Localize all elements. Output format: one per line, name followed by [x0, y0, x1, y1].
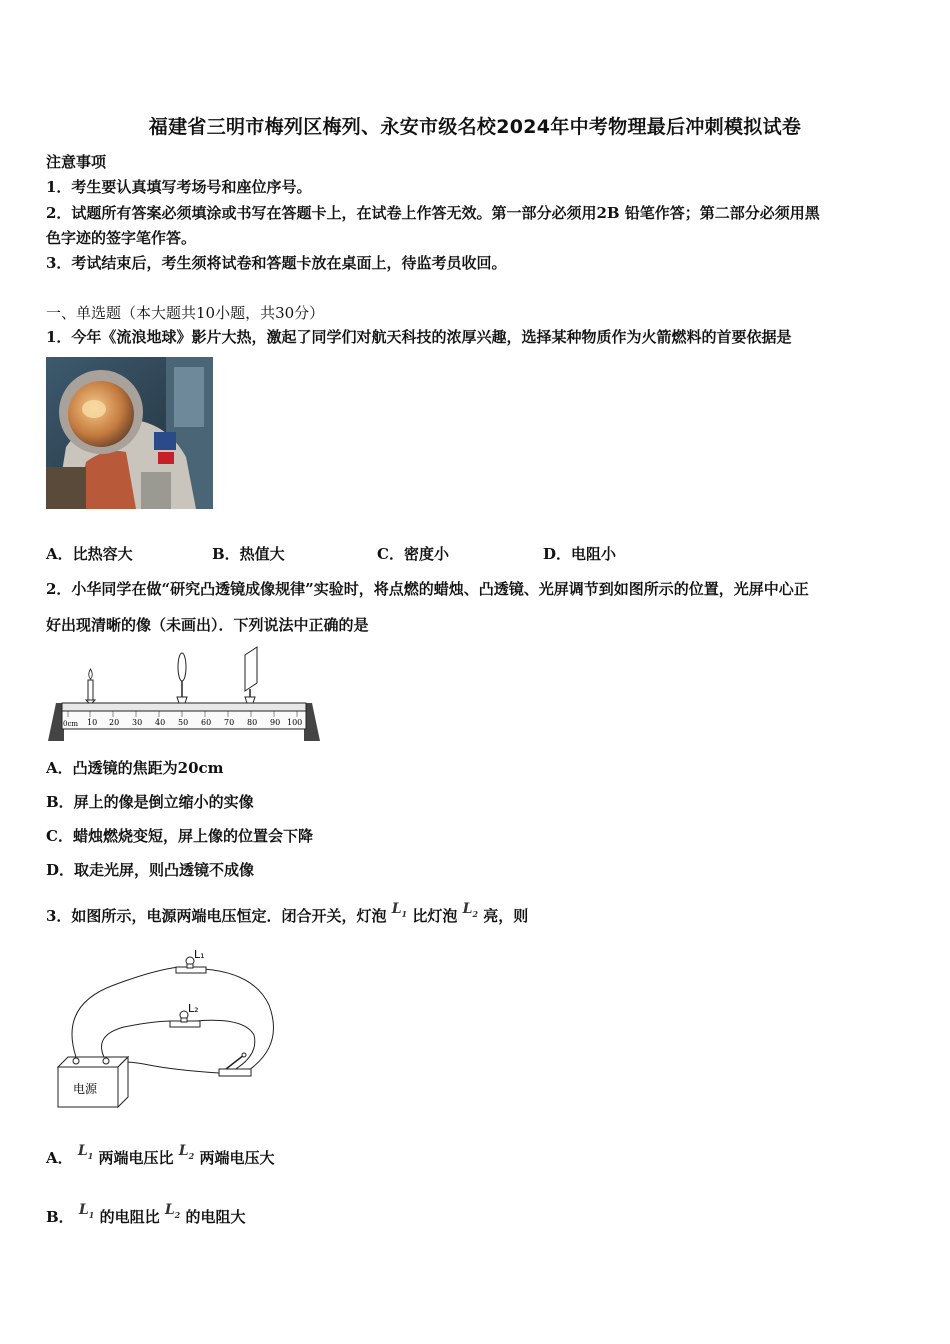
q1-option-a: A．比热容大 — [46, 545, 133, 563]
q2-stem-line1: 2．小华同学在做“研究凸透镜成像规律”实验时，将点燃的蜡烛、凸透镜、光屏调节到如图所示的位置，光屏中心正 — [46, 580, 809, 598]
q3-option-a: A． $L_1$ 两端电压比 $L_2$ 两端电压大 — [46, 1143, 275, 1167]
section-heading: 一、单选题（本大题共10小题，共30分） — [46, 304, 325, 322]
ruler-label-100: 100 — [287, 718, 303, 727]
optical-bench-figure — [46, 645, 322, 745]
ruler-label-20: 20 — [109, 718, 120, 727]
page-title: 福建省三明市梅列区梅列、永安市级名校2024年中考物理最后冲刺模拟试卷 — [148, 116, 802, 138]
q2-option-b: B．屏上的像是倒立缩小的实像 — [46, 793, 254, 811]
q3-stem-part-a: 3．如图所示，电源两端电压恒定．闭合开关，灯泡 — [46, 907, 387, 925]
q1-option-d: D．电阻小 — [543, 545, 617, 563]
q1-option-b: B．热值大 — [212, 545, 285, 563]
q2-option-c: C．蜡烛燃烧变短，屏上像的位置会下降 — [46, 827, 313, 845]
ruler-label-60: 60 — [201, 718, 212, 727]
q1-option-c: C．密度小 — [377, 545, 449, 563]
q3-stem — [46, 901, 529, 933]
screen-icon — [245, 647, 257, 703]
notice-item-3: 3．考试结束后，考生须将试卷和答题卡放在桌面上，待监考员收回。 — [46, 254, 507, 272]
ruler-label-70: 70 — [224, 718, 235, 727]
label-l1: L₁ — [194, 948, 205, 961]
lens-icon — [177, 653, 187, 703]
ruler-label-50: 50 — [178, 718, 189, 727]
candle-icon — [86, 669, 95, 703]
notice-item-1: 1．考生要认真填写考场号和座位序号。 — [46, 178, 312, 196]
q3-optA-l1: $L_1$ — [77, 1143, 94, 1161]
notice-heading: 注意事项 — [46, 153, 107, 171]
notice-item-2: 2．试题所有答案必须填涂或书写在答题卡上，在试卷上作答无效。第一部分必须用2B 铅笔作答；第二部分必须用黑 — [46, 204, 820, 222]
q3-l2-symbol: $L_2$ — [462, 901, 479, 919]
switch-icon — [219, 1053, 251, 1076]
astronaut-image — [46, 357, 213, 509]
q2-option-d: D．取走光屏，则凸透镜不成像 — [46, 861, 255, 879]
ruler-label-40: 40 — [155, 718, 166, 727]
q2-stem-line2: 好出现清晰的像（未画出）．下列说法中正确的是 — [46, 616, 369, 634]
q2-option-a: A．凸透镜的焦距为20cm — [46, 759, 224, 777]
ruler-label-80: 80 — [247, 718, 258, 727]
ruler-label-10: 10 — [87, 718, 98, 727]
ruler-label-90: 90 — [270, 718, 281, 727]
label-l2: L₂ — [188, 1002, 199, 1015]
ruler-label-30: 30 — [132, 718, 143, 727]
power-label: 电源 — [73, 1082, 98, 1096]
ruler-label-0: 0cm — [63, 720, 79, 728]
q3-optB-l2: $L_2$ — [164, 1202, 181, 1220]
q3-stem-part-c: 亮，则 — [483, 907, 529, 925]
q3-option-b: B． $L_1$ 的电阻比 $L_2$ 的电阻大 — [46, 1202, 246, 1226]
q3-optB-l1: $L_1$ — [78, 1202, 95, 1220]
q1-stem: 1．今年《流浪地球》影片大热，激起了同学们对航天科技的浓厚兴趣，选择某种物质作为火箭燃料的首要依据是 — [46, 328, 792, 346]
notice-item-2-cont: 色字迹的签字笔作答。 — [46, 229, 197, 247]
circuit-figure — [54, 945, 284, 1110]
q3-optA-l2: $L_2$ — [178, 1143, 195, 1161]
q3-l1-symbol: $L_1$ — [391, 901, 408, 919]
q3-stem-part-b: 比灯泡 — [412, 907, 458, 925]
